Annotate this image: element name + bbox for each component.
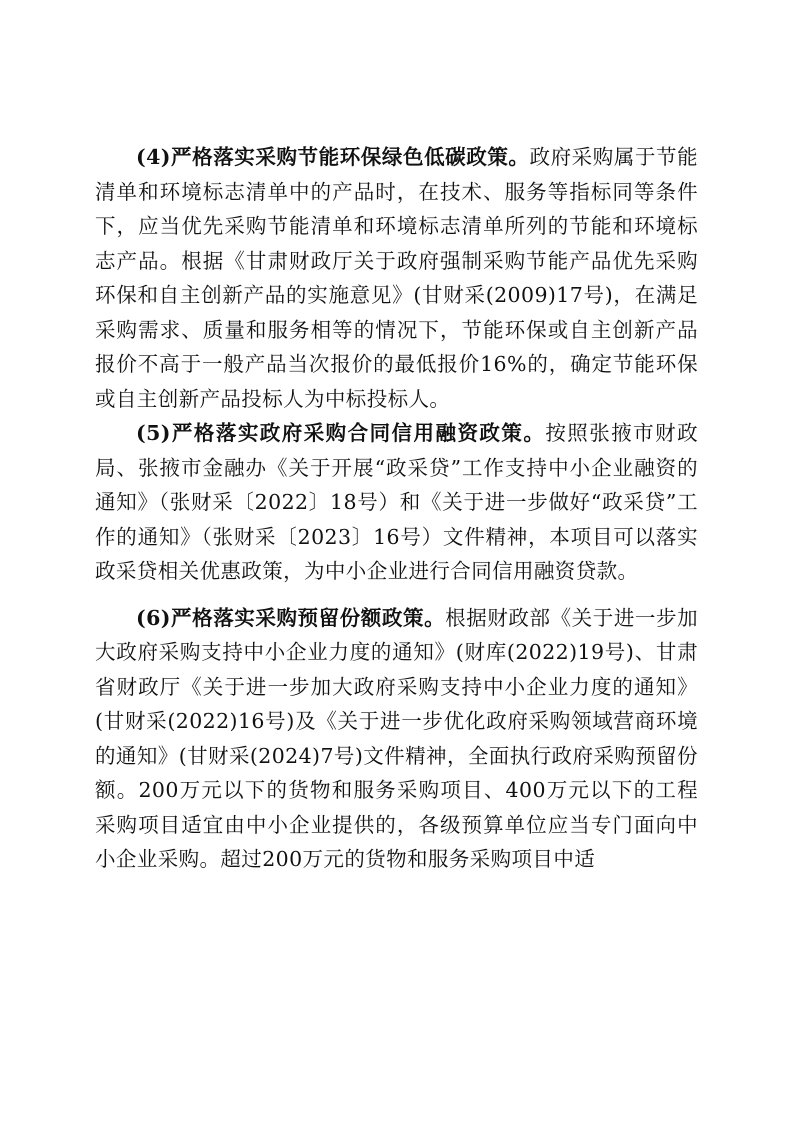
paragraph-credit-financing-policy [95,416,698,589]
document-body [95,140,698,877]
paragraph-text: 根据财政部《关于进一步加大政府采购支持中小企业力度的通知》(财库(2022)19号)、甘肃省财政厅《关于进一步加大政府采购支持中小企业力度的通知》(甘财采(2022)16号)及《关于进一步优化政府采购领域营商环境的通知》(甘财采(2024)7号)文件精神，全面执行政府采购预留份额。200万元以下的货物和服务采购项目、400万元以下的工程采购项目适宜由中小企业提供的，各级预算单位应当专门面向中小企业采购。超过200万元的货物和服务采购项目中适 [95,605,698,871]
paragraph-heading: (5)严格落实政府采购合同信用融资政策。 [136,421,546,445]
paragraph-heading: (6)严格落实采购预留份额政策。 [136,605,446,630]
paragraph-text: 按照张掖市财政局、张掖市金融办《关于开展“政采贷”工作支持中小企业融资的通知》（张财采〔2022〕18号）和《关于进一步做好“政采贷”工作的通知》（张财采〔2023〕16号）文件精神，本项目可以落实政采贷相关优惠政策，为中小企业进行合同信用融资贷款。 [95,421,698,583]
paragraph-reserved-share-policy [95,601,698,877]
paragraph-text: 政府采购属于节能清单和环境标志清单中的产品时，在技术、服务等指标同等条件下，应当优先采购节能清单和环境标志清单所列的节能和环境标志产品。根据《甘肃财政厅关于政府强制采购节能产品优先采购环保和自主创新产品的实施意见》(甘财采(2009)17号)，在满足采购需求、质量和服务相等的情况下，节能环保或自主创新产品报价不高于一般产品当次报价的最低报价16%的，确定节能环保或自主创新产品投标人为中标投标人。 [95,145,698,411]
paragraph-energy-saving-policy [95,140,698,416]
paragraph-heading: (4)严格落实采购节能环保绿色低碳政策。 [136,145,530,169]
